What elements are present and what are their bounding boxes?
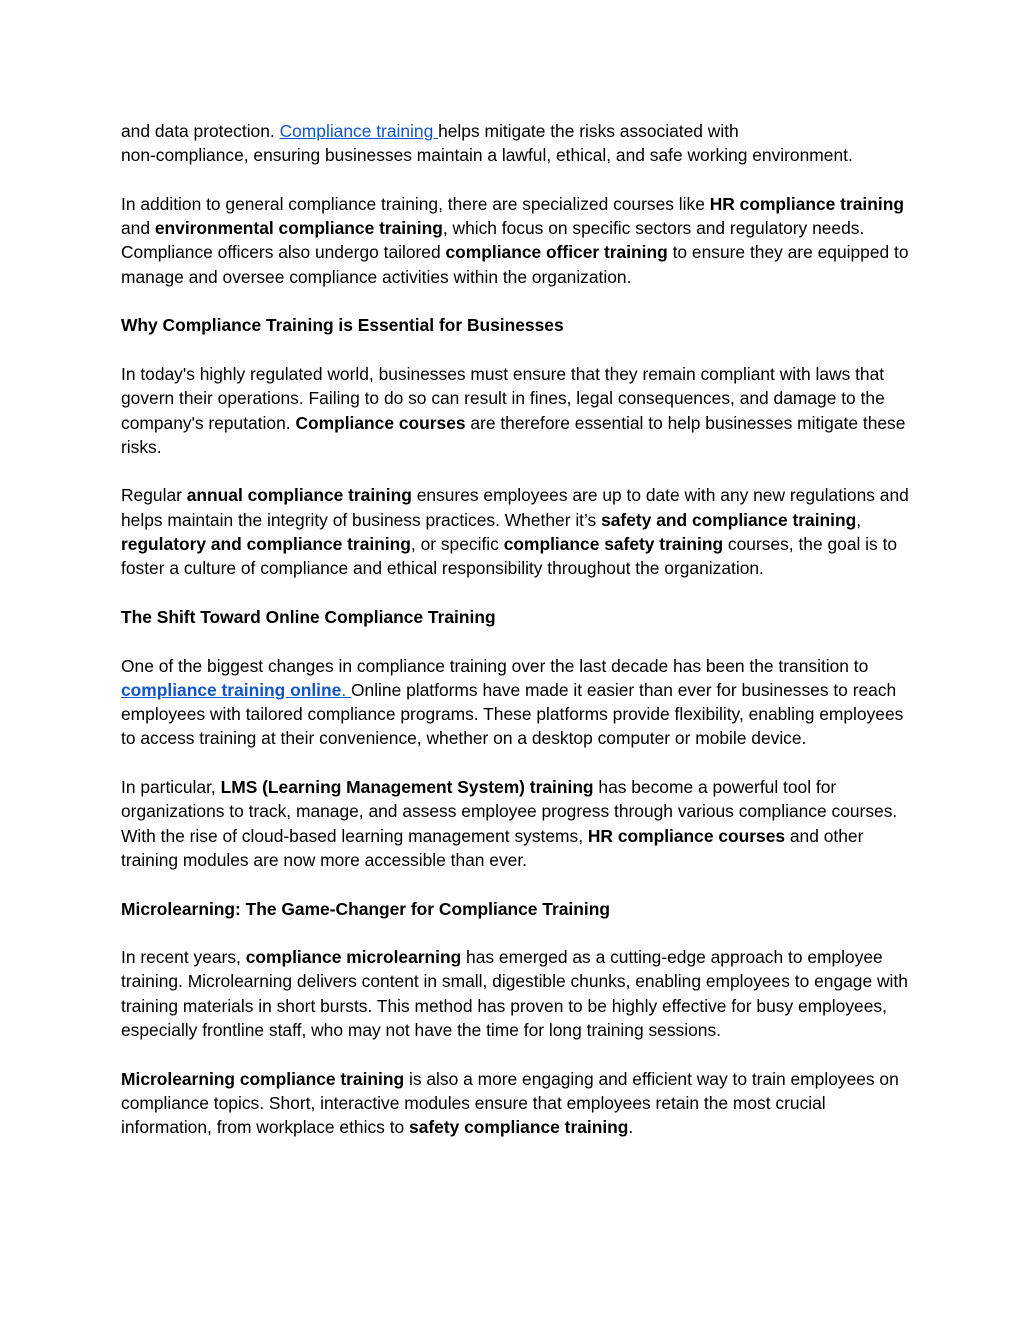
bold-term: environmental compliance training	[154, 218, 443, 239]
text-segment: has become a powerful tool for organizations to track, manage, and assess employee progress through various compliance courses. With the rise of cloud-based learning management systems,	[121, 777, 898, 846]
text-segment: is also a more engaging and efficient way to train employees on compliance topics. Short, interactive modules ensure that employees retain the most crucial information, from workplace ethics to	[121, 1068, 899, 1138]
section-heading-online-shift: The Shift Toward Online Compliance Training	[121, 606, 496, 627]
text-segment: In addition to general compliance training, there are specialized courses like	[121, 193, 710, 214]
bold-term: annual compliance training	[186, 485, 412, 506]
bold-term: Microlearning compliance training	[121, 1068, 405, 1089]
text-segment: , which focus on specific sectors and regulatory needs. Compliance officers also undergo tailored	[121, 218, 865, 263]
bold-term: compliance microlearning	[245, 947, 462, 968]
paragraph-regulated-world	[121, 362, 911, 459]
text-segment: non-compliance, ensuring businesses maintain a lawful, ethical, and safe working environment.	[121, 145, 853, 166]
text-segment: and	[121, 218, 155, 239]
bold-term: LMS (Learning Management System) training	[220, 777, 594, 798]
paragraph-online-transition	[121, 654, 911, 751]
text-segment: .	[628, 1117, 634, 1138]
paragraph-annual-training	[121, 483, 911, 580]
section-heading-microlearning: Microlearning: The Game-Changer for Compliance Training	[121, 898, 610, 919]
text-segment: and other training modules are now more accessible than ever.	[121, 825, 864, 870]
text-segment: courses, the goal is to foster a culture of compliance and ethical responsibility throughout the organization.	[121, 534, 898, 579]
bold-term: compliance safety training	[503, 534, 724, 555]
text-segment: has emerged as a cutting-edge approach to employee training. Microlearning delivers content in small, digestible chunks, enabling employees to engage with training materials in short bursts. This method has proven to be highly effective for busy employees, especially frontline staff, who may not have the time for long training sessions.	[121, 947, 908, 1040]
text-segment: ,	[856, 509, 862, 530]
compliance-training-online-link[interactable]: compliance training online	[121, 679, 342, 700]
text-segment: In recent years,	[121, 947, 246, 968]
text-segment: to ensure they are equipped to manage and oversee compliance activities within the organization.	[121, 242, 909, 287]
text-segment: ensures employees are up to date with any new regulations and helps maintain the integrity of business practices. Whether it’s	[121, 485, 909, 530]
paragraph-data-protection	[121, 119, 911, 168]
bold-term: regulatory and compliance training	[121, 534, 411, 555]
paragraph-lms-training	[121, 775, 911, 872]
paragraph-microlearning-benefits	[121, 1067, 911, 1140]
text-segment: and data protection.	[121, 121, 280, 141]
compliance-training-online-link-tail[interactable]: .	[341, 679, 351, 700]
paragraph-microlearning-intro	[121, 945, 911, 1042]
section-heading-why-essential: Why Compliance Training is Essential for Businesses	[121, 315, 564, 336]
bold-term: safety compliance training	[409, 1117, 629, 1138]
text-segment: In today's highly regulated world, businesses must ensure that they remain compliant with laws that govern their operations. Failing to do so can result in fines, legal consequences, and damage to the company's reputation.	[121, 363, 885, 433]
document-page	[121, 119, 911, 1164]
compliance-training-link[interactable]: Compliance training	[279, 121, 439, 141]
paragraph-specialized-courses	[121, 192, 911, 289]
text-segment: One of the biggest changes in compliance training over the last decade has been the transition to	[121, 655, 869, 676]
text-segment: , or specific	[410, 534, 504, 555]
text-segment: helps mitigate the risks associated with	[438, 121, 739, 141]
bold-term: Compliance courses	[295, 412, 466, 433]
text-segment: are therefore essential to help businesses mitigate these risks.	[121, 412, 906, 457]
bold-term: HR compliance courses	[587, 825, 786, 846]
text-segment: Regular	[121, 485, 187, 506]
text-segment: In particular,	[121, 777, 221, 798]
bold-term: compliance officer training	[445, 242, 668, 263]
text-segment: Online platforms have made it easier than ever for businesses to reach employees with tailored compliance programs. These platforms provide flexibility, enabling employees to access training at their convenience, whether on a desktop computer or mobile device.	[121, 679, 904, 749]
bold-term: safety and compliance training	[601, 509, 857, 530]
bold-term: HR compliance training	[709, 193, 904, 214]
